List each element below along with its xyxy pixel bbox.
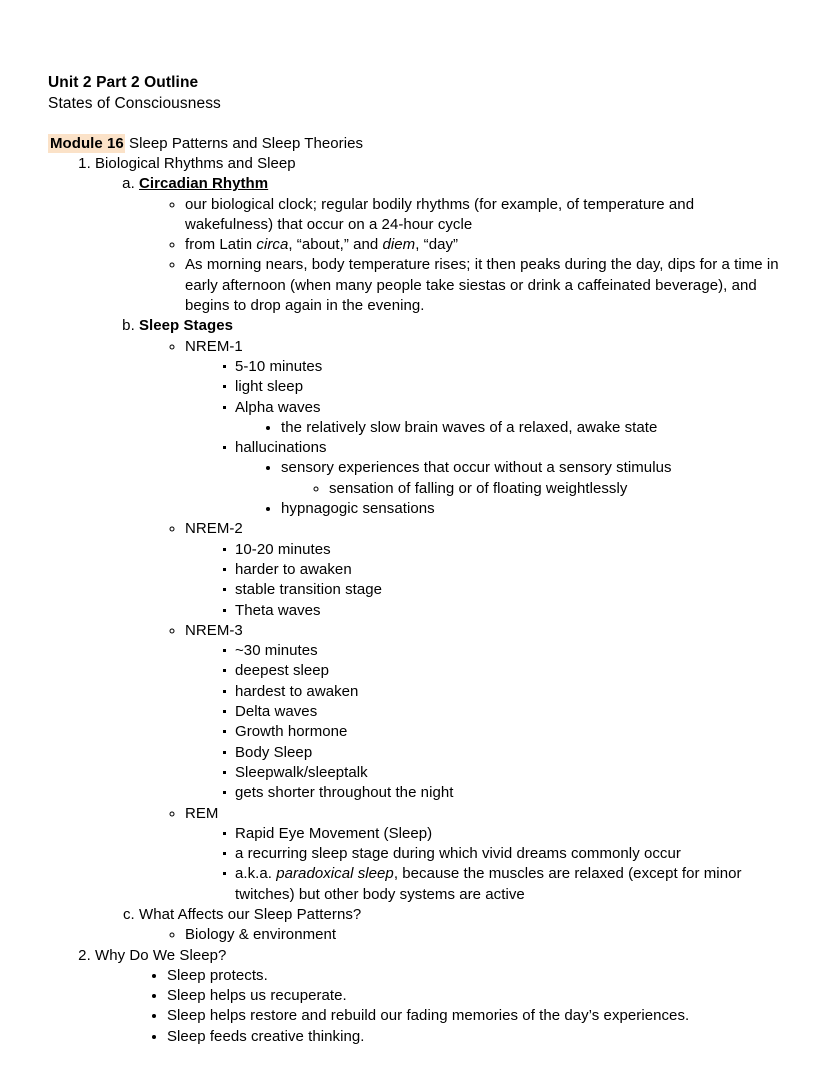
nrem2-point-harder-to-awaken: harder to awaken: [235, 560, 352, 578]
circadian-rhythm-points: [139, 195, 780, 317]
module-heading: [48, 133, 780, 154]
nrem3-point-delta-waves: Delta waves: [235, 703, 318, 721]
nrem1-point-duration: 5-10 minutes: [235, 357, 323, 375]
etymology-italic-diem: diem: [382, 236, 416, 254]
nrem2-point-theta-waves: Theta waves: [235, 601, 321, 619]
aka-prefix: a.k.a.: [235, 865, 277, 883]
what-affects-sleep-heading: What Affects our Sleep Patterns?: [139, 905, 362, 923]
list-item: [235, 864, 780, 905]
nrem1-point-hallucinations: hallucinations: [235, 439, 327, 457]
etymology-suffix: , “day”: [415, 236, 459, 254]
nrem3-point-gets-shorter: gets shorter throughout the night: [235, 784, 454, 802]
nrem3-point-body-sleep: Body Sleep: [235, 743, 313, 761]
nrem2-points: [185, 540, 780, 621]
nrem1-point-light-sleep: light sleep: [235, 378, 304, 396]
nrem3-point-deepest-sleep: deepest sleep: [235, 662, 330, 680]
outline-level-2-a: [95, 174, 780, 945]
outline-item-what-affects-sleep: [139, 905, 780, 946]
list-item: [185, 925, 780, 945]
stage-name: NREM-1: [185, 337, 243, 355]
circadian-rhythm-heading: Circadian Rhythm: [139, 175, 269, 193]
what-affects-sleep-points: [139, 925, 780, 945]
outline-item-sleep-stages: [139, 316, 780, 905]
outline-item-biological-rhythms: [95, 154, 780, 946]
outline-item-2-label: Why Do We Sleep?: [95, 946, 227, 964]
sleep-stage-rem: [185, 804, 780, 905]
list-item: [235, 743, 780, 763]
etymology-italic-circa: circa: [256, 236, 289, 254]
alpha-waves-subpoints: [235, 418, 780, 438]
stage-name: NREM-3: [185, 621, 243, 639]
list-item: [235, 357, 780, 377]
hypnagogic-sensations: hypnagogic sensations: [281, 500, 435, 518]
why-do-we-sleep-points: [95, 966, 780, 1047]
list-item: [281, 499, 780, 519]
list-item: [167, 986, 780, 1006]
hallucinations-subsubpoints: [281, 479, 780, 499]
etymology-mid: , “about,” and: [288, 236, 383, 254]
alpha-waves-definition: the relatively slow brain waves of a relaxed, awake state: [281, 418, 658, 436]
etymology-prefix: from Latin: [185, 236, 257, 254]
list-item: [235, 763, 780, 783]
rem-points: [185, 824, 780, 905]
list-item: [235, 438, 780, 519]
rem-point-full-name: Rapid Eye Movement (Sleep): [235, 824, 433, 842]
list-item: [167, 966, 780, 986]
list-item: [329, 479, 780, 499]
sleep-stage-nrem1: [185, 337, 780, 520]
aka-suffix: , because the muscles are relaxed (except for minor twitches) but other body systems are active: [235, 865, 742, 903]
stage-name: NREM-2: [185, 520, 243, 538]
rem-point-definition: a recurring sleep stage during which vivid dreams commonly occur: [235, 845, 681, 863]
sleep-reason-memories: Sleep helps restore and rebuild our fading memories of the day’s experiences.: [167, 1007, 690, 1025]
list-item: [235, 682, 780, 702]
list-item: [235, 398, 780, 439]
list-item: [167, 1027, 780, 1047]
outline-item-why-do-we-sleep: [95, 946, 780, 1047]
biology-environment-point: Biology & environment: [185, 926, 337, 944]
outline-item-circadian-rhythm: [139, 174, 780, 316]
nrem3-point-hardest-to-awaken: hardest to awaken: [235, 682, 359, 700]
list-item: [235, 783, 780, 803]
nrem3-point-duration: ~30 minutes: [235, 642, 318, 660]
list-item: [235, 844, 780, 864]
rem-point-paradoxical-sleep: [235, 864, 780, 905]
nrem1-point-alpha-waves: Alpha waves: [235, 398, 321, 416]
module-highlight-label: Module 16: [50, 135, 124, 152]
list-item: [235, 722, 780, 742]
nrem3-point-growth-hormone: Growth hormone: [235, 723, 348, 741]
nrem2-point-duration: 10-20 minutes: [235, 540, 331, 558]
nrem1-points: [185, 357, 780, 519]
list-item: [281, 458, 780, 499]
list-item: [167, 1006, 780, 1026]
list-item: [185, 235, 780, 255]
list-item: [281, 418, 780, 438]
circadian-point-etymology: [185, 235, 458, 255]
sleep-stages-list: [139, 337, 780, 905]
sleep-stage-nrem3: [185, 621, 780, 804]
list-item: [235, 377, 780, 397]
list-item: [235, 560, 780, 580]
outline-level-1: [48, 154, 780, 1047]
sleep-stage-nrem2: [185, 519, 780, 620]
aka-italic-paradoxical-sleep: paradoxical sleep: [276, 865, 394, 883]
nrem2-point-stable-transition: stable transition stage: [235, 581, 383, 599]
list-item: [235, 540, 780, 560]
sleep-reason-protects: Sleep protects.: [167, 966, 268, 984]
hallucination-example: sensation of falling or of floating weightlessly: [329, 479, 628, 497]
list-item: [235, 702, 780, 722]
nrem3-points: [185, 641, 780, 803]
list-item: [185, 195, 780, 236]
list-item: [185, 255, 780, 316]
module-title-rest: Sleep Patterns and Sleep Theories: [124, 135, 364, 152]
sleep-reason-recuperate: Sleep helps us recuperate.: [167, 987, 347, 1005]
sleep-reason-creative-thinking: Sleep feeds creative thinking.: [167, 1027, 365, 1045]
list-item: [235, 641, 780, 661]
nrem3-point-sleepwalk: Sleepwalk/sleeptalk: [235, 763, 368, 781]
sleep-stages-heading: Sleep Stages: [139, 317, 233, 335]
list-item: [235, 661, 780, 681]
circadian-point-definition: our biological clock; regular bodily rhythms (for example, of temperature and wakefulness) that occur on a 24-hour cycle: [185, 195, 695, 233]
stage-name: REM: [185, 804, 219, 822]
list-item: [235, 601, 780, 621]
blank-line: [48, 114, 780, 133]
outline-item-1-label: Biological Rhythms and Sleep: [95, 155, 296, 172]
hallucinations-definition: sensory experiences that occur without a sensory stimulus: [281, 459, 672, 477]
circadian-point-daily-curve: As morning nears, body temperature rises; it then peaks during the day, dips for a time in early afternoon (when many people take siestas or drink a caffeinated beverage), and begins to drop again in the evening.: [185, 256, 779, 315]
page-subtitle: States of Consciousness: [48, 95, 221, 112]
page-title: Unit 2 Part 2 Outline: [48, 74, 199, 91]
list-item: [235, 824, 780, 844]
hallucinations-subpoints: [235, 458, 780, 519]
list-item: [235, 580, 780, 600]
